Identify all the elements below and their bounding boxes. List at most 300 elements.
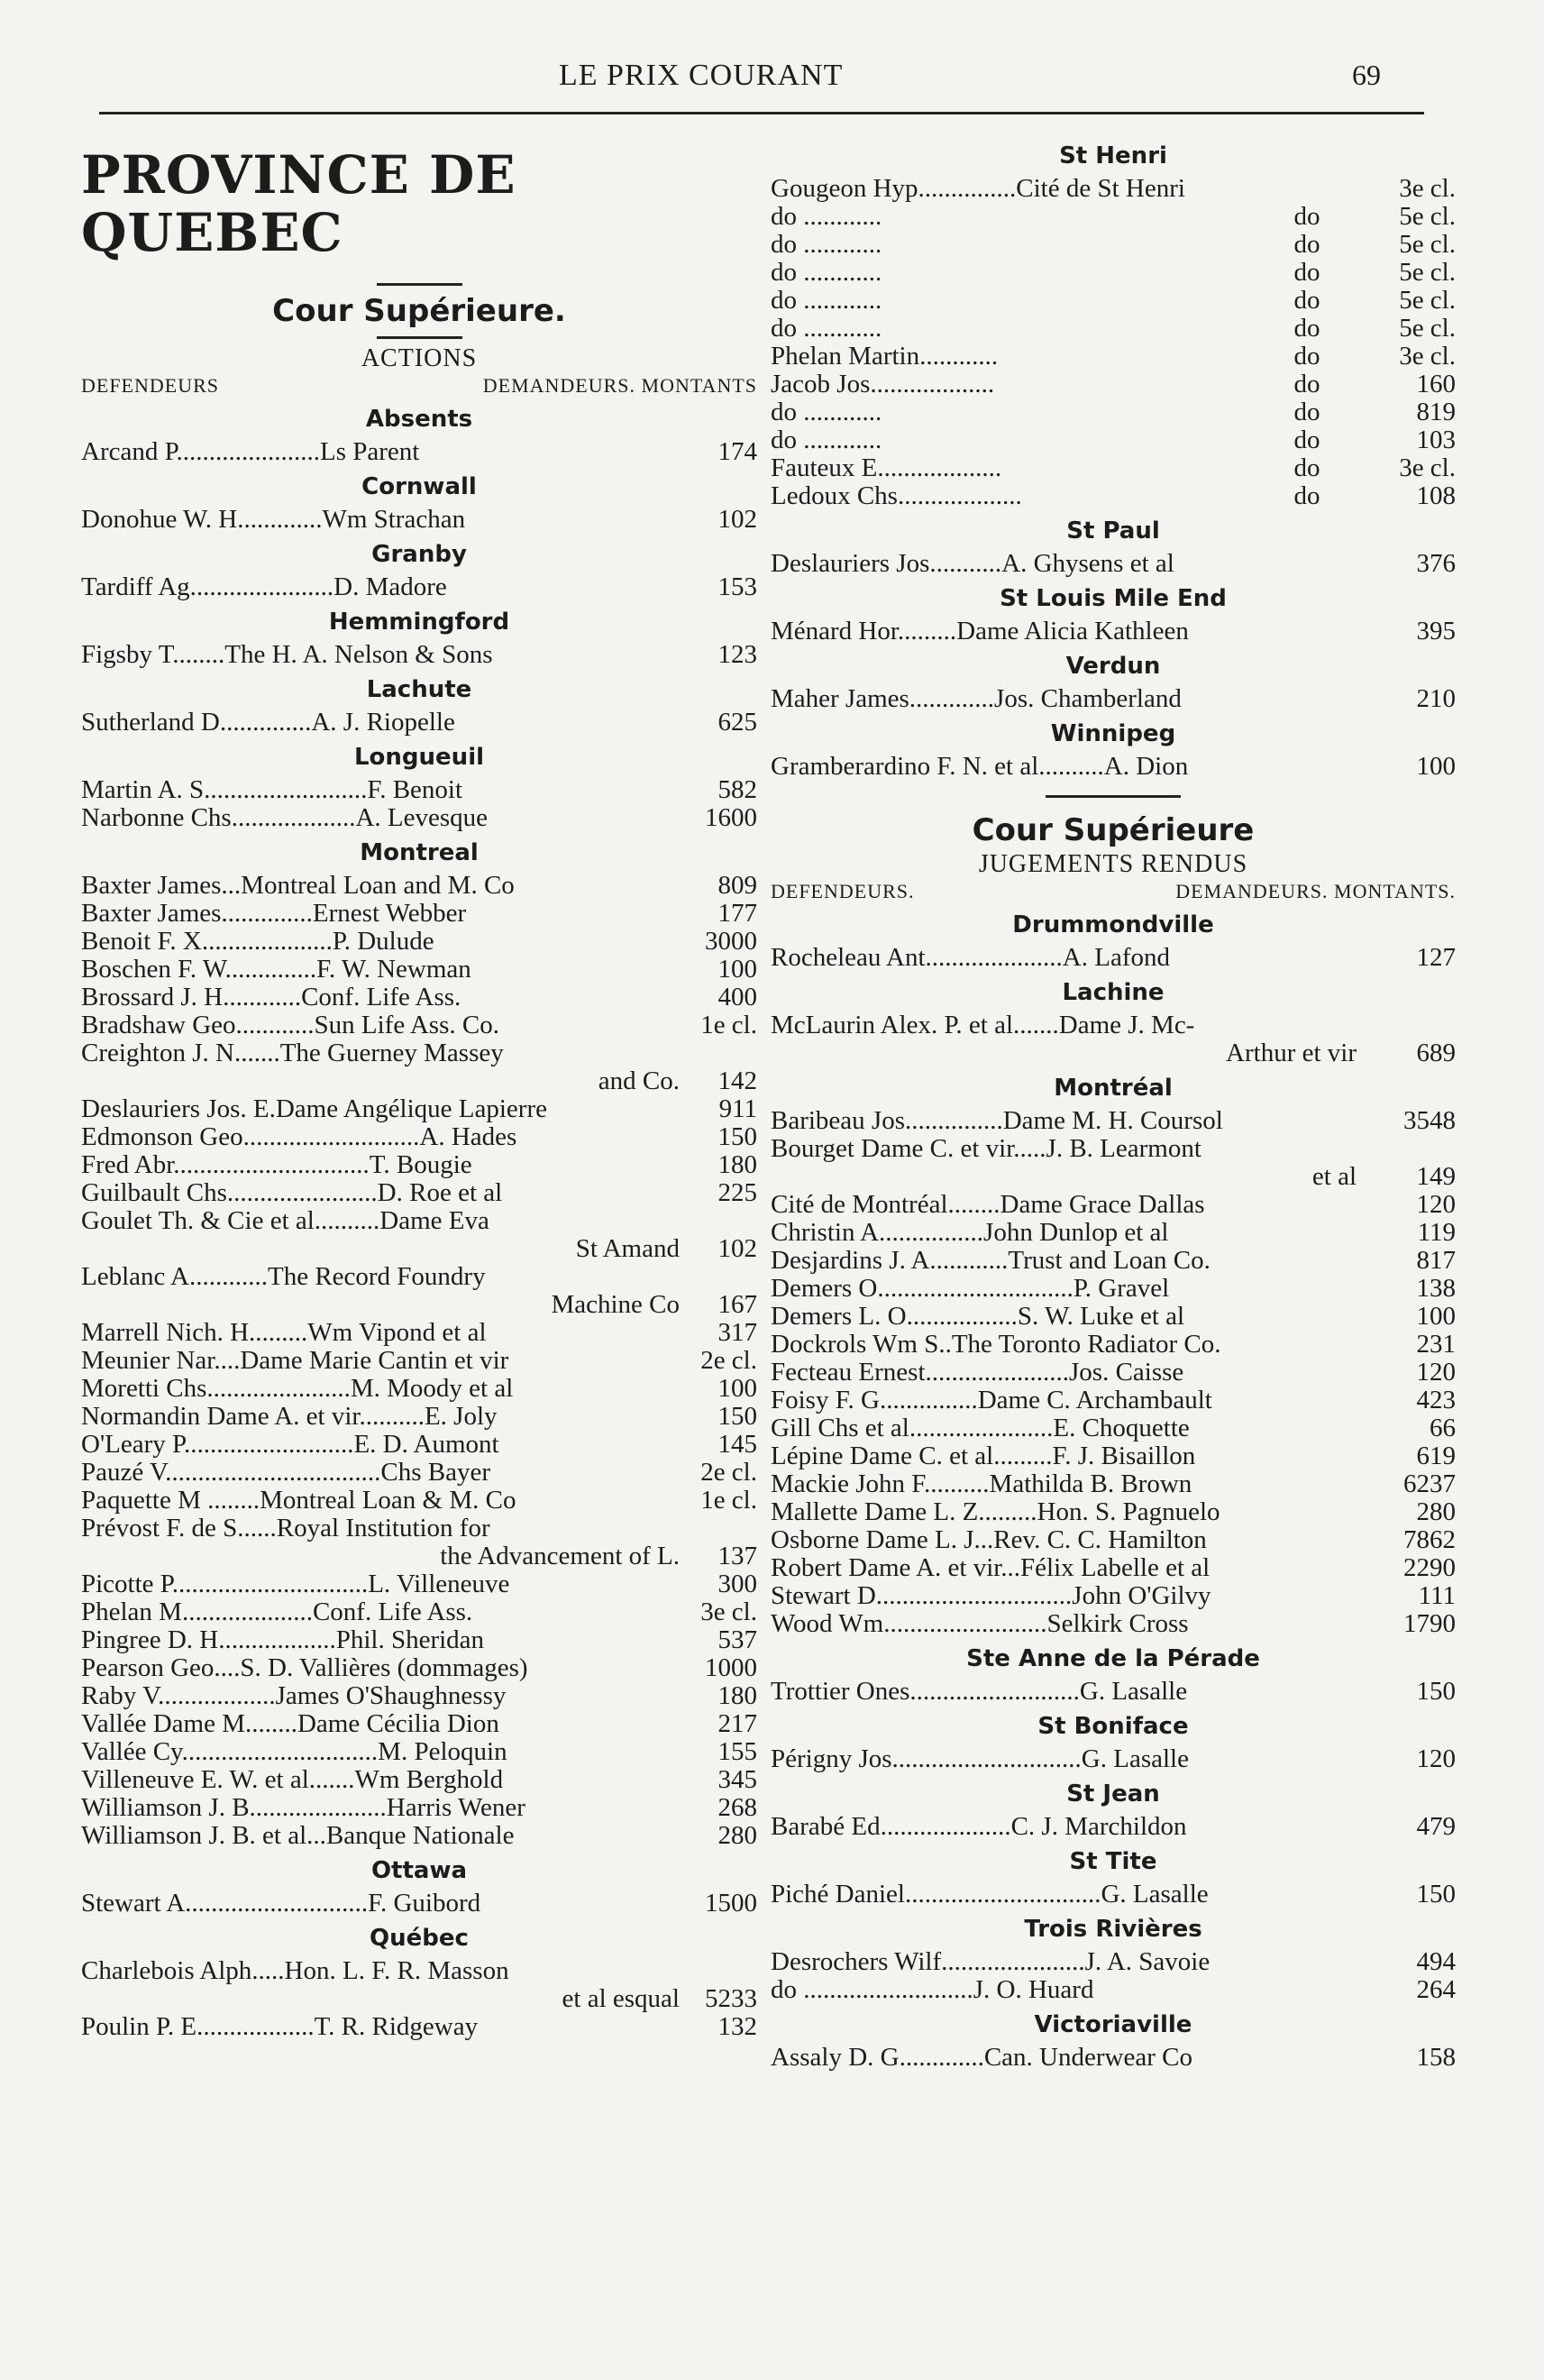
col-demandeurs-montants: DEMANDEURS. MONTANTS (482, 374, 757, 397)
divider (377, 283, 462, 286)
column-headers-2 (771, 879, 1456, 904)
entry-text: Poulin P. E..................T. R. Ridgeway (81, 2013, 479, 2041)
entry-amount: 225 (717, 1178, 757, 1207)
divider (377, 336, 462, 339)
place-heading: Lachute (366, 676, 472, 703)
listing-entry (771, 1610, 1456, 1638)
listing-continuation (81, 1291, 757, 1319)
entry-text: Pingree D. H..................Phil. Sheridan (81, 1626, 485, 1654)
listing-entry (81, 1598, 757, 1626)
listing-entry (771, 203, 1456, 231)
place-heading: Hemmingford (328, 609, 510, 636)
listing-entry (81, 872, 757, 900)
entry-amount: 102 (717, 505, 757, 534)
entry-text: Desjardins J. A............Trust and Loan Co. (771, 1247, 1211, 1275)
entry-amount: 231 (1416, 1330, 1456, 1359)
entry-amount: 264 (1416, 1975, 1456, 2004)
listing-entry (81, 1375, 757, 1403)
entry-text: Lépine Dame C. et al.........F. J. Bisaillon (771, 1442, 1196, 1470)
entry-text: do ............ (771, 315, 882, 343)
entry-amount: 619 (1416, 1442, 1456, 1470)
listing-entry (81, 928, 757, 956)
entry-text: Arcand P......................Ls Parent (81, 438, 420, 466)
listing-entry (771, 426, 1456, 454)
entry-text: Desrochers Wilf......................J. A. Savoie (771, 1948, 1211, 1976)
entry-demandeur: do (1293, 398, 1320, 426)
entry-text: Picotte P..............................L. Villeneuve (81, 1570, 510, 1598)
listing-entry (771, 1219, 1456, 1247)
listing-entry (81, 1710, 757, 1738)
entry-amount: 149 (1416, 1162, 1456, 1191)
entry-demandeur: do (1293, 314, 1320, 343)
entry-amount: 582 (717, 775, 757, 804)
listing-entry (81, 1515, 757, 1542)
page-number: 69 (1352, 59, 1381, 91)
entry-amount: 120 (1416, 1744, 1456, 1773)
col-demandeurs-montants-2: DEMANDEURS. MONTANTS. (1175, 880, 1456, 902)
entry-amount: 6237 (1403, 1469, 1456, 1498)
entry-text: Gramberardino F. N. et al..........A. Dion (771, 753, 1189, 781)
header-rule (99, 112, 1424, 114)
entry-text: Foisy F. G...............Dame C. Archambault (771, 1387, 1212, 1414)
entry-amount: 145 (717, 1430, 757, 1459)
entry-amount: 180 (717, 1150, 757, 1179)
entry-demandeur (1239, 175, 1375, 203)
place-heading: Montréal (1054, 1075, 1173, 1102)
entry-amount: 5e cl. (1399, 230, 1456, 259)
listing-entry (771, 1331, 1456, 1359)
listing-entry (81, 1794, 757, 1822)
entry-text: Demers L. O.................S. W. Luke et al (771, 1303, 1185, 1331)
entry-amount: 1500 (705, 1889, 757, 1918)
entry-amount: 3e cl. (1399, 453, 1456, 482)
place-heading: Québec (370, 1925, 469, 1952)
listing-entry (81, 1151, 757, 1179)
listing-entry (81, 1207, 757, 1235)
entry-amount: 1790 (1403, 1609, 1456, 1638)
place-heading: Longueuil (353, 744, 485, 771)
entry-amount: 177 (717, 899, 757, 928)
listing-entry (771, 1107, 1456, 1135)
continuation-text: Machine Co (551, 1290, 680, 1319)
entry-amount: 160 (1416, 370, 1456, 398)
listing-entry (771, 315, 1456, 343)
entry-text: do ..........................J. O. Huard (771, 1976, 1094, 2004)
entry-text: Goulet Th. & Cie et al..........Dame Eva (81, 1207, 489, 1235)
listing-entry (81, 776, 757, 804)
place-heading: Verdun (1065, 653, 1161, 680)
listing-entry (771, 1012, 1456, 1039)
entry-text: Guilbault Chs.......................D. Roe et al (81, 1179, 503, 1207)
entry-amount: 3000 (705, 927, 757, 956)
entry-amount: 423 (1416, 1386, 1456, 1414)
listing-entry (81, 804, 757, 832)
entry-amount: 100 (1416, 752, 1456, 781)
right-column (771, 135, 1456, 2072)
continuation-text: and Co. (598, 1066, 680, 1095)
entry-text: O'Leary P..........................E. D. Aumont (81, 1431, 499, 1459)
place-heading: Victoriaville (1034, 2011, 1192, 2038)
entry-amount: 345 (717, 1765, 757, 1794)
listing-entry (771, 1191, 1456, 1219)
entry-text: Baribeau Jos...............Dame M. H. Coursol (771, 1107, 1223, 1135)
entry-text: Deslauriers Jos. E.Dame Angélique Lapierre (81, 1095, 547, 1123)
listing-entry (771, 1678, 1456, 1706)
entry-text: Bourget Dame C. et vir.....J. B. Learmont (771, 1135, 1201, 1163)
place-heading: Lachine (1062, 979, 1165, 1006)
entry-text: Figsby T........The H. A. Nelson & Sons (81, 641, 493, 669)
entry-amount: 625 (717, 708, 757, 737)
listing-entry (81, 2013, 757, 2041)
entry-text: do ............ (771, 287, 882, 315)
entry-text: Rocheleau Ant.....................A. Lafond (771, 944, 1170, 972)
entry-amount: 1000 (705, 1653, 757, 1682)
entry-text: Stewart D..............................John O'Gilvy (771, 1582, 1211, 1610)
entry-text: Narbonne Chs...................A. Levesque (81, 804, 489, 832)
entry-amount: 120 (1416, 1358, 1456, 1387)
entry-text: Martin A. S.........................F. Benoit (81, 776, 463, 804)
entry-amount: 150 (1416, 1677, 1456, 1706)
listing-entry (771, 1303, 1456, 1331)
entry-amount: 119 (1417, 1218, 1456, 1247)
entry-text: Ménard Hor.........Dame Alicia Kathleen (771, 618, 1189, 645)
entry-amount: 280 (717, 1821, 757, 1850)
listing-entry (771, 685, 1456, 713)
entry-amount: 3548 (1403, 1106, 1456, 1135)
place-heading: Absents (365, 406, 473, 433)
place-heading: St Jean (1066, 1780, 1160, 1808)
listing-entry (771, 1359, 1456, 1387)
entry-amount: 1e cl. (700, 1011, 757, 1039)
listing-entry (81, 1263, 757, 1291)
entry-amount: 132 (717, 2012, 757, 2041)
entry-amount: 1e cl. (700, 1486, 757, 1515)
listing-entry (81, 506, 757, 534)
entry-amount: 819 (1416, 398, 1456, 426)
entry-text: Vallée Cy..............................M. Peloquin (81, 1738, 507, 1766)
entry-amount: 120 (1416, 1190, 1456, 1219)
entry-text: do ............ (771, 259, 882, 287)
place-heading: Cornwall (361, 473, 477, 500)
entry-amount: 137 (717, 1542, 757, 1570)
entry-amount: 138 (1416, 1274, 1456, 1303)
entry-text: Périgny Jos.............................G. Lasalle (771, 1745, 1189, 1773)
entry-demandeur: do (1293, 426, 1320, 454)
listing-entry (81, 1822, 757, 1850)
listing-entry (771, 1881, 1456, 1909)
listing-entry (771, 1526, 1456, 1554)
entry-text: do ............ (771, 398, 882, 426)
entry-text: Maher James.............Jos. Chamberland (771, 685, 1182, 713)
entry-text: Creighton J. N.......The Guerney Massey (81, 1039, 504, 1067)
listing-entry (771, 1554, 1456, 1582)
entry-text: Williamson J. B. et al...Banque Nationale (81, 1822, 515, 1850)
listing-entry (771, 1470, 1456, 1498)
entry-demandeur: do (1293, 370, 1320, 398)
journal-title: LE PRIX COURANT (559, 59, 844, 92)
entry-amount: 111 (1418, 1581, 1456, 1610)
entry-text: Deslauriers Jos...........A. Ghysens et al (771, 550, 1174, 578)
listing-continuation (81, 1067, 757, 1095)
entry-amount: 150 (1416, 1880, 1456, 1909)
entry-text: do ............ (771, 426, 882, 454)
listing-entry (81, 984, 757, 1012)
listing-entry (771, 1135, 1456, 1163)
entry-amount: 400 (717, 983, 757, 1012)
continuation-text: et al (1311, 1162, 1357, 1191)
entry-text: Pauzé V.................................Chs Bayer (81, 1459, 491, 1487)
entry-amount: 180 (717, 1681, 757, 1710)
listing-entry (771, 454, 1456, 482)
listing-entry (771, 1414, 1456, 1442)
listing-entry (771, 1498, 1456, 1526)
listing-entry (771, 550, 1456, 578)
entry-amount: 3e cl. (700, 1597, 757, 1626)
continuation-text: the Advancement of L. (440, 1542, 680, 1570)
entry-amount: 5e cl. (1399, 258, 1456, 287)
entry-amount: 537 (717, 1625, 757, 1654)
entry-text: Villeneuve E. W. et al.......Wm Berghold (81, 1766, 504, 1794)
listing-entry (771, 1745, 1456, 1773)
entry-demandeur: do (1293, 258, 1320, 287)
entry-amount: 817 (1416, 1246, 1456, 1275)
listing-entry (771, 343, 1456, 371)
entry-text: Benoit F. X....................P. Dulude (81, 928, 434, 956)
entry-amount: 150 (717, 1122, 757, 1151)
entry-text: Charlebois Alph.....Hon. L. F. R. Masson (81, 1957, 509, 1985)
listing-continuation (81, 1985, 757, 2013)
entry-amount: 2e cl. (700, 1458, 757, 1487)
listing-entry (771, 231, 1456, 259)
court-heading: Cour Supérieure. (272, 293, 566, 329)
listing-continuation (81, 1542, 757, 1570)
entry-text: Piché Daniel..............................G. Lasalle (771, 1881, 1209, 1909)
listing-entry (81, 1347, 757, 1375)
listing-entry (771, 1275, 1456, 1303)
listing-entry (771, 1813, 1456, 1841)
listing-entry (81, 573, 757, 601)
entry-demandeur: do (1293, 481, 1320, 510)
place-heading: St Boniface (1037, 1713, 1189, 1740)
entry-demandeur: do (1293, 286, 1320, 315)
entry-amount: 809 (717, 871, 757, 900)
listing-entry (81, 1179, 757, 1207)
entry-amount: 317 (717, 1318, 757, 1347)
entry-text: Demers O..............................P. Gravel (771, 1275, 1170, 1303)
listing-entry (771, 1247, 1456, 1275)
listing-entry (81, 1570, 757, 1598)
entry-amount: 150 (717, 1402, 757, 1431)
entry-amount: 2290 (1403, 1553, 1456, 1582)
entry-amount: 123 (717, 640, 757, 669)
col-defendeurs-2: DEFENDEURS. (771, 880, 915, 902)
place-heading: St Louis Mile End (1000, 585, 1227, 612)
listing-entry (81, 956, 757, 984)
entry-amount: 167 (717, 1290, 757, 1319)
entry-text: Prévost F. de S......Royal Institution for (81, 1515, 490, 1542)
listing-entry (81, 1890, 757, 1918)
page-header (0, 54, 1544, 99)
entry-text: Robert Dame A. et vir...Félix Labelle et al (771, 1554, 1211, 1582)
entry-text: do ............ (771, 203, 882, 231)
st-henri-listings (771, 175, 1456, 510)
entry-text: Wood Wm.........................Selkirk Cross (771, 1610, 1189, 1638)
entry-amount: 174 (717, 437, 757, 466)
entry-text: Boschen F. W..............F. W. Newman (81, 956, 471, 984)
entry-text: Bradshaw Geo............Sun Life Ass. Co. (81, 1012, 499, 1039)
place-heading: Drummondville (1012, 911, 1214, 938)
entry-amount: 280 (1416, 1497, 1456, 1526)
entry-text: Donohue W. H.............Wm Strachan (81, 506, 466, 534)
divider (1046, 795, 1181, 798)
entry-amount: 268 (717, 1793, 757, 1822)
listing-entry (81, 1319, 757, 1347)
section-heading-2: JUGEMENTS RENDUS (978, 850, 1248, 878)
entry-text: Marrell Nich. H.........Wm Vipond et al (81, 1319, 487, 1347)
listing-entry (81, 1766, 757, 1794)
entry-text: Meunier Nar....Dame Marie Cantin et vir (81, 1347, 509, 1375)
entry-text: Williamson J. B.....................Harris Wener (81, 1794, 525, 1822)
listing-entry (771, 1948, 1456, 1976)
entry-text: Fauteux E................... (771, 454, 1002, 482)
right-listings-b (771, 910, 1456, 2072)
entry-text: do ............ (771, 231, 882, 259)
place-heading: Trois Rivières (1024, 1916, 1202, 1943)
entry-amount: 108 (1416, 481, 1456, 510)
entry-text: Trottier Ones..........................G. Lasalle (771, 1678, 1188, 1706)
entry-demandeur: do (1293, 230, 1320, 259)
entry-text: Pearson Geo....S. D. Vallières (dommages) (81, 1654, 528, 1682)
continuation-text: Arthur et vir (1226, 1039, 1357, 1067)
entry-amount: 376 (1416, 549, 1456, 578)
continuation-text: St Amand (575, 1234, 680, 1263)
entry-demandeur: do (1293, 342, 1320, 371)
entry-amount: 911 (718, 1094, 757, 1123)
entry-text: Baxter James...Montreal Loan and M. Co (81, 872, 515, 900)
entry-amount: 100 (717, 955, 757, 984)
listing-entry (771, 398, 1456, 426)
place-heading: Granby (371, 541, 467, 568)
entry-amount: 479 (1416, 1812, 1456, 1841)
entry-text: Barabé Ed....................C. J. Marchildon (771, 1813, 1187, 1841)
entry-text: Assaly D. G.............Can. Underwear Co (771, 2044, 1192, 2072)
listing-entry (81, 1012, 757, 1039)
entry-text: Normandin Dame A. et vir..........E. Joly (81, 1403, 498, 1431)
listing-continuation (771, 1163, 1456, 1191)
listing-entry (81, 1738, 757, 1766)
entry-amount: 217 (717, 1709, 757, 1738)
listing-entry (81, 1957, 757, 1985)
entry-amount: 3e cl. (1399, 174, 1456, 203)
listing-entry (81, 1682, 757, 1710)
entry-amount: 102 (717, 1234, 757, 1263)
entry-text: McLaurin Alex. P. et al.......Dame J. Mc- (771, 1012, 1195, 1039)
listing-entry (771, 753, 1456, 781)
place-heading: Winnipeg (1050, 720, 1176, 747)
entry-text: Tardiff Ag......................D. Madore (81, 573, 447, 601)
entry-amount: 5233 (705, 1984, 757, 2013)
entry-text: Dockrols Wm S..The Toronto Radiator Co. (771, 1331, 1221, 1359)
entry-amount: 689 (1416, 1039, 1456, 1067)
entry-text: Raby V..................James O'Shaughnessy (81, 1682, 507, 1710)
entry-text: Osborne Dame L. J...Rev. C. C. Hamilton (771, 1526, 1207, 1554)
continuation-text: et al esqual (562, 1984, 680, 2013)
listing-entry (771, 2044, 1456, 2072)
place-heading: Montreal (360, 839, 479, 866)
listing-entry (81, 1654, 757, 1682)
entry-amount: 127 (1416, 943, 1456, 972)
entry-text: Brossard J. H............Conf. Life Ass. (81, 984, 461, 1012)
place-heading: St Tite (1069, 1848, 1157, 1875)
court-heading-2: Cour Supérieure (972, 812, 1255, 848)
listing-entry (771, 1582, 1456, 1610)
entry-text: Sutherland D..............A. J. Riopelle (81, 709, 455, 737)
section-heading: ACTIONS (361, 344, 478, 372)
entry-text: Gill Chs et al......................E. Choquette (771, 1414, 1190, 1442)
listing-entry (81, 1431, 757, 1459)
entry-text: Jacob Jos................... (771, 371, 995, 398)
entry-demandeur: do (1293, 202, 1320, 231)
entry-text: Ledoux Chs................... (771, 482, 1022, 510)
entry-amount: 103 (1416, 426, 1456, 454)
entry-amount: 395 (1416, 617, 1456, 645)
listing-continuation (771, 1039, 1456, 1067)
place-heading: Ottawa (370, 1857, 468, 1884)
place-heading: St Henri (1059, 142, 1167, 169)
entry-amount: 3e cl. (1399, 342, 1456, 371)
entry-amount: 5e cl. (1399, 202, 1456, 231)
listing-entry (771, 175, 1456, 203)
entry-amount: 5e cl. (1399, 314, 1456, 343)
listing-entry (81, 709, 757, 737)
entry-amount: 142 (717, 1066, 757, 1095)
entry-amount: 153 (717, 572, 757, 601)
entry-text: Mackie John F..........Mathilda B. Brown (771, 1470, 1192, 1498)
entry-amount: 7862 (1403, 1525, 1456, 1554)
place-heading: Ste Anne de la Pérade (966, 1645, 1260, 1672)
province-heading: PROVINCE DE QUEBEC (81, 144, 516, 263)
entry-text: Vallée Dame M........Dame Cécilia Dion (81, 1710, 499, 1738)
entry-amount: 210 (1416, 684, 1456, 713)
listing-entry (81, 641, 757, 669)
entry-text: Cité de Montréal........Dame Grace Dallas (771, 1191, 1205, 1219)
listing-entry (771, 287, 1456, 315)
entry-amount: 66 (1430, 1414, 1456, 1442)
entry-text: Moretti Chs......................M. Moody et al (81, 1375, 514, 1403)
listing-entry (771, 1442, 1456, 1470)
entry-amount: 5e cl. (1399, 286, 1456, 315)
listing-continuation (81, 1235, 757, 1263)
listing-entry (771, 371, 1456, 398)
listing-entry (81, 1123, 757, 1151)
entry-text: Fecteau Ernest......................Jos. Caisse (771, 1359, 1184, 1387)
entry-text: Fred Abr..............................T. Bougie (81, 1151, 472, 1179)
entry-amount: 1600 (705, 803, 757, 832)
entry-text: Edmonson Geo...........................A. Hades (81, 1123, 517, 1151)
column-headers (81, 373, 757, 398)
listing-entry (81, 1403, 757, 1431)
listing-entry (81, 1039, 757, 1067)
left-listings (81, 404, 757, 2041)
right-listings-a (771, 516, 1456, 781)
left-column (81, 135, 757, 2041)
entry-amount: 2e cl. (700, 1346, 757, 1375)
entry-text: Phelan Martin............ (771, 343, 999, 371)
listing-entry (81, 1459, 757, 1487)
entry-text: Leblanc A............The Record Foundry (81, 1263, 486, 1291)
listing-entry (81, 900, 757, 928)
listing-entry (771, 1387, 1456, 1414)
